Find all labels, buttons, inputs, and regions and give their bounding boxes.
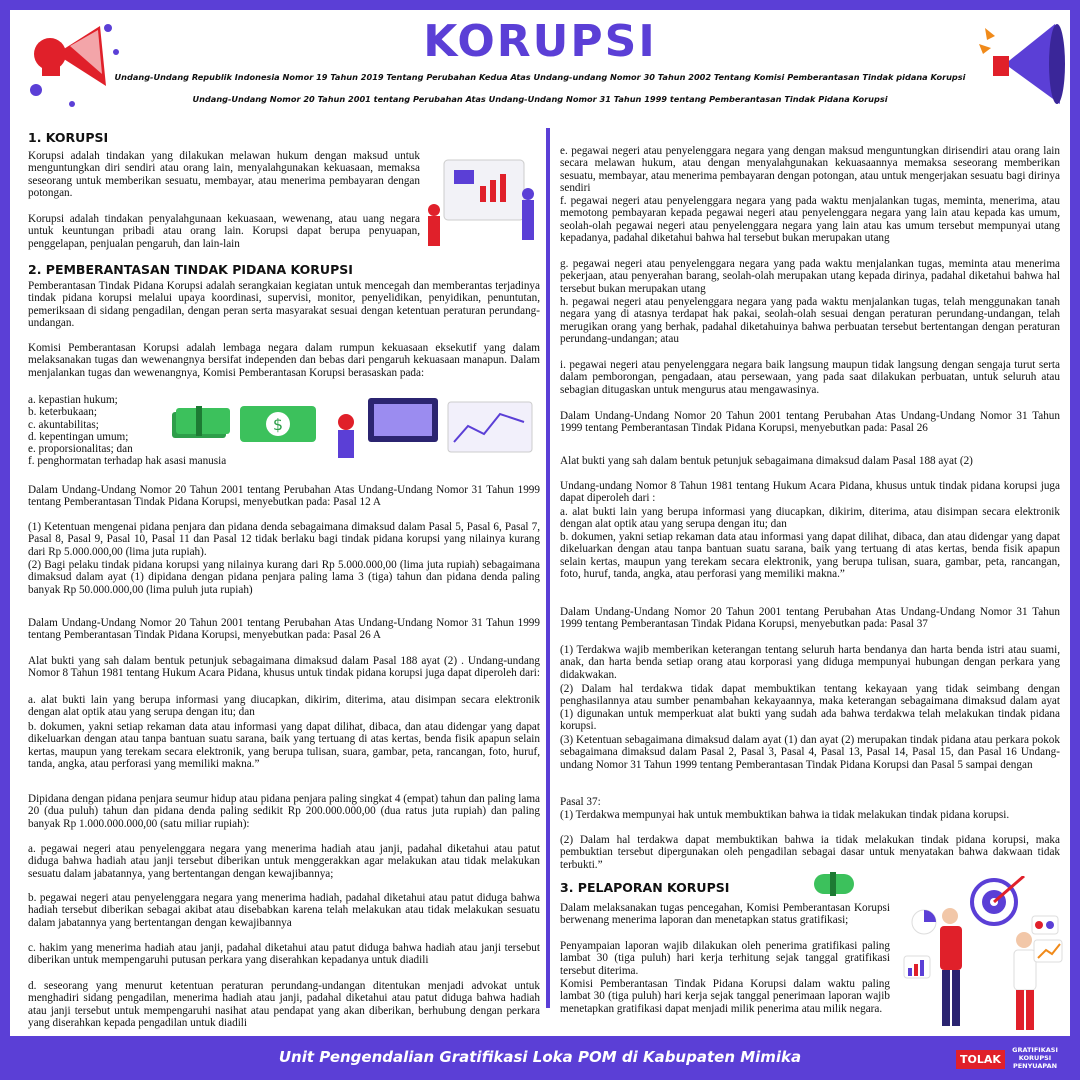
paragraph: Dalam Undang-Undang Nomor 20 Tahun 2001 tentang Perubahan Atas Undang-Undang Nomor 31 Tahun 1999 tentang Pemberantasan Tindak Pidana Korupsi, menyebutkan pada: Pasal 12 A	[28, 484, 540, 509]
list-item: b. keterbukaan;	[28, 406, 97, 419]
header	[10, 10, 1070, 120]
paragraph: a. alat bukti lain yang berupa informasi yang diucapkan, dikirim, diterima, atau disimpan secara elektronik dengan alat optik atau yang serupa dengan itu; dan	[560, 506, 1060, 531]
paragraph: (2) Bagi pelaku tindak pidana korupsi yang nilainya kurang dari Rp 5.000.000,00 (lima juta rupiah) sebagaimana dimaksud dalam ayat (1) dipidana dengan pidana penjara paling lama 3 (tiga) tahun dan pidana denda paling banyak Rp 50.000.000,00 (lima puluh juta rupiah)	[28, 559, 540, 596]
paragraph: Korupsi adalah tindakan yang dilakukan melawan hukum dengan maksud untuk menguntungkan diri sendiri atau orang lain, menyalahgunakan kekuasaan, memaksa seseorang untuk memberikan sesuatu, membayar, atau menerima pembayaran dengan potongan.	[28, 150, 420, 199]
list-item: c. akuntabilitas;	[28, 418, 99, 431]
paragraph: (2) Dalam hal terdakwa dapat membuktikan bahwa ia tidak melakukan tindak pidana korupsi, maka pembuktian tersebut dipergunakan oleh pengadilan sebagai dasar untuk menyatakan bahwa dakwaan tidak terbukti.”	[560, 834, 1060, 871]
paragraph: a. pegawai negeri atau penyelenggara negara yang menerima hadiah atau janji, padahal diketahui atau patut diduga bahwa hadiah atau janji tersebut diberikan untuk menggerakkan agar melakukan atau tidak melakukan sesuatu dalam jabatannya, yang bertentangan dengan kewajibannya;	[28, 843, 540, 880]
computer-illustration	[328, 392, 540, 462]
paragraph: f. pegawai negeri atau penyelenggara negara yang pada waktu menjalankan tugas, meminta, menerima, atau memotong pembayaran kepada pegawai negeri atau penyelenggara negara yang lain atau kepada kas umum, seolah-olah pegawai negeri atau penyelenggara negara yang lain atau kas umum tersebut mempunyai utang kepadanya, padahal diketahui bahwa hal tersebut bukan merupakan utang	[560, 195, 1060, 244]
paragraph: (1) Terdakwa mempunyai hak untuk membuktikan bahwa ia tidak melakukan tindak pidana korupsi.	[560, 809, 1010, 821]
paragraph: i. pegawai negeri atau penyelenggara negara baik langsung maupun tidak langsung dengan sengaja turut serta dalam pemborongan, pengadaan, atau persewaan, yang pada saat dilakukan perbuatan, untuk seluruh atau sebagian ditugaskan untuk mengurus atau mengawasinya.	[560, 359, 1060, 396]
paragraph: Pemberantasan Tindak Pidana Korupsi adalah serangkaian kegiatan untuk mencegah dan memberantas terjadinya tindak pidana korupsi melalui upaya koordinasi, supervisi, monitor, penyelidikan, penyidikan, penuntutan, pemeriksaan di sidang pengadilan, dengan peran serta masyarakat sesuai dengan ketentuan peraturan perundang-undangan.	[28, 280, 540, 329]
page-title: KORUPSI	[423, 16, 657, 67]
list-item: f. penghormatan terhadap hak asasi manusia	[28, 455, 227, 468]
subtitle-law-2: Undang-Undang Nomor 20 Tahun 2001 tentang Perubahan Atas Undang-Undang Nomor 31 Tahun 1999 tentang Pemberantasan Tindak Pidana Korupsi	[192, 94, 888, 104]
paragraph: c. hakim yang menerima hadiah atau janji, padahal diketahui atau patut diduga bahwa hadiah atau janji tersebut diberikan untuk mempengaruhi putusan perkara yang diserahkan kepadanya untuk diadili	[28, 942, 540, 967]
paragraph: e. pegawai negeri atau penyelenggara negara yang dengan maksud menguntungkan dirisendiri atau orang lain secara melawan hukum, atau dengan menyalahgunakan kekuasaannya memaksa seseorang memberikan sesuatu, membayar, atau menerima pembayaran dengan potongan, atau untuk mengerjakan sesuatu bagi dirinya sendiri	[560, 145, 1060, 194]
column-divider	[546, 128, 550, 1008]
footer	[0, 1036, 1080, 1080]
paragraph: Pasal 37:	[560, 796, 601, 808]
svg-text:$: $	[272, 415, 284, 434]
section-title-pemberantasan: 2. PEMBERANTASAN TINDAK PIDANA KORUPSI	[28, 262, 353, 277]
section-title-pelaporan: 3. PELAPORAN KORUPSI	[560, 880, 730, 895]
money-roll-icon	[810, 868, 858, 898]
paragraph: b. dokumen, yakni setiap rekaman data atau informasi yang dapat dilihat, dibaca, dan atau didengar yang dapat dikeluarkan dengan atau tanpa bantuan suatu sarana, baik yang tertuang di atas kertas, benda fisik apapun selain kertas, maupun yang terekam secara elektronik, yang berupa tulisan, suara, gambar, peta, rancangan, foto, huruf, tanda, angka, atau perforasi yang memiliki makna.”	[28, 721, 540, 770]
paragraph: (1) Terdakwa wajib memberikan keterangan tentang seluruh harta bendanya dan harta benda istri atau suami, anak, dan harta benda setiap orang atau korporasi yang diduga mempunyai hubungan dengan perkara yang didakwakan.	[560, 644, 1060, 681]
paragraph: Alat bukti yang sah dalam bentuk petunjuk sebagaimana dimaksud dalam Pasal 188 ayat (2) . Undang-undang Nomor 8 Tahun 1981 tentang Hukum Acara Pidana, khusus untuk tindak pidana korupsi juga dapat diperoleh dari:	[28, 655, 540, 680]
paragraph: Dalam Undang-Undang Nomor 20 Tahun 2001 tentang Perubahan Atas Undang-Undang Nomor 31 Tahun 1999 tentang Pemberantasan Tindak Pidana Korupsi, menyebutkan pada: Pasal 37	[560, 606, 1060, 631]
reporting-illustration	[894, 876, 1064, 1042]
paragraph: Komisi Pemberantasan Korupsi adalah lembaga negara dalam rumpun kekuasaan eksekutif yang dalam melaksanakan tugas dan wewenangnya bersifat independen dan bebas dari pengaruh kekuasaan manapun. Dalam menjalankan tugas dan wewenangnya, Komisi Pemberantasan Korupsi berasaskan pada:	[28, 342, 540, 379]
paragraph: (3) Ketentuan sebagaimana dimaksud dalam ayat (1) dan ayat (2) merupakan tindak pidana atau perkara pokok sebagaimana dimaksud dalam Pasal 2, Pasal 3, Pasal 4, Pasal 13, Pasal 14, Pasal 15, dan Pasal 16 Undang-undang Nomor 31 Tahun 1999 tentang Pemberantasan Tindak Pidana Korupsi dan Pasal 5 sampai dengan	[560, 734, 1060, 771]
paragraph: (2) Dalam hal terdakwa tidak dapat membuktikan tentang kekayaan yang tidak seimbang dengan penghasilannya atau sumber penambahan kekayaannya, maka keterangan sebagaimana dimaksud dalam ayat (1) digunakan untuk memperkuat alat bukti yang sudah ada bahwa terdakwa telah melakukan tindak pidana korupsi.	[560, 683, 1060, 732]
list-item: d. kepentingan umum;	[28, 430, 129, 443]
paragraph: Korupsi adalah tindakan penyalahgunaan kekuasaan, wewenang, atau uang negara untuk keuntungan pribadi atau orang lain. Korupsi dapat berupa penyuapan, penggelapan, penjualan pengaruh, dan lain-lain	[28, 213, 420, 250]
money-stack-icon	[168, 404, 232, 444]
paragraph: Dalam Undang-Undang Nomor 20 Tahun 2001 tentang Perubahan Atas Undang-Undang Nomor 31 Tahun 1999 tentang Pemberantasan Tindak Pidana Korupsi, menyebutkan pada: Pasal 26	[560, 410, 1060, 435]
paragraph: g. pegawai negeri atau penyelenggara negara yang pada waktu menjalankan tugas, meminta atau menerima pekerjaan, atau penyerahan barang, seolah-olah merupakan utang kepada dirinya, padahal diketahui bahwa hal tersebut bukan merupakan utang	[560, 258, 1060, 295]
footer-unit-name: Unit Pengendalian Gratifikasi Loka POM di Kabupaten Mimika	[278, 1048, 802, 1066]
paragraph: (1) Ketentuan mengenai pidana penjara dan pidana denda sebagaimana dimaksud dalam Pasal 5, Pasal 6, Pasal 7, Pasal 8, Pasal 9, Pasal 10, Pasal 11 dan Pasal 12 tidak berlaku bagi tindak pidana korupsi yang nilainya kurang dari Rp 5.000.000,00 (lima juta rupiah).	[28, 521, 540, 558]
tolak-badge: TOLAK	[956, 1050, 1005, 1069]
paragraph: Alat bukti yang sah dalam bentuk petunjuk sebagaimana dimaksud dalam Pasal 188 ayat (2)	[560, 455, 973, 467]
badge-text-korupsi: KORUPSI	[1018, 1054, 1052, 1062]
paragraph: b. dokumen, yakni setiap rekaman data atau informasi yang dapat dilihat, dibaca, dan atau didengar yang dapat dikeluarkan dengan atau tanpa bantuan suatu sarana, baik yang tertuang di atas kertas, benda fisik apapun selain kertas, maupun yang terekam secara elektronik, yang berupa tulisan, suara, gambar, peta, rancangan, foto, huruf, tanda, angka, atau perforasi yang memiliki makna.”	[560, 531, 1060, 580]
paragraph: Dalam Undang-Undang Nomor 20 Tahun 2001 tentang Perubahan Atas Undang-Undang Nomor 31 Tahun 1999 tentang Pemberantasan Tindak Pidana Korupsi, menyebutkan pada: Pasal 26 A	[28, 617, 540, 642]
megaphone-icon	[975, 14, 1070, 114]
presentation-illustration	[424, 150, 538, 268]
paragraph: h. pegawai negeri atau penyelenggara negara yang pada waktu menjalankan tugas, telah menggunakan tanah negara yang di atasnya terdapat hak pakai, seolah-olah sesuai dengan peraturan perundang-undangan, telah merugikan orang yang berhak, padahal diketahuinya bahwa perbuatan tersebut bertentangan dengan peraturan perundang-undangan; atau	[560, 296, 1060, 345]
paragraph: b. pegawai negeri atau penyelenggara negara yang menerima hadiah, padahal diketahui atau patut diduga bahwa hadiah tersebut diberikan sebagai akibat atau disebabkan karena telah melakukan atau tidak melakukan sesuatu dalam jabatannya yang bertentangan dengan kewajibannya	[28, 892, 540, 929]
paragraph: Komisi Pemberantasan Tindak Pidana Korupsi dalam waktu paling lambat 30 (tiga puluh) hari kerja sejak tanggal penerimaan laporan wajib menetapkan gratifikasi dapat menjadi milik penerima atau milik negara.	[560, 978, 890, 1015]
list-item: e. proporsionalitas; dan	[28, 443, 133, 456]
paragraph: Dipidana dengan pidana penjara seumur hidup atau pidana penjara paling singkat 4 (empat) tahun dan paling lama 20 (dua puluh) tahun dan pidana denda paling sedikit Rp 200.000.000,00 (dua ratus juta rupiah) dan paling banyak Rp 1.000.000.000,00 (satu miliar rupiah):	[28, 793, 540, 830]
banknote-icon	[238, 402, 318, 446]
paragraph: d. seseorang yang menurut ketentuan peraturan perundang-undangan ditentukan menjadi advokat untuk menghadiri sidang pengadilan, menerima hadiah atau janji, padahal diketahui atau patut diduga bahwa hadiah atau janji tersebut untuk mempengaruhi nasihat atau pendapat yang akan diberikan, berhubung dengan perkara yang diserahkan kepada pengadilan untuk diadili	[28, 980, 540, 1029]
subtitle-law-1: Undang-Undang Republik Indonesia Nomor 19 Tahun 2019 Tentang Perubahan Kedua Atas Undang-undang Nomor 30 Tahun 2002 Tentang Komisi Pemberantasan Tindak pidana Korupsi	[114, 72, 966, 82]
paragraph: Undang-undang Nomor 8 Tahun 1981 tentang Hukum Acara Pidana, khusus untuk tindak pidana korupsi juga dapat diperoleh dari :	[560, 480, 1060, 505]
paragraph: Dalam melaksanakan tugas pencegahan, Komisi Pemberantasan Korupsi berwenang menerima laporan dan menetapkan status gratifikasi;	[560, 902, 890, 927]
badge-text-gratifikasi: GRATIFIKASI	[1012, 1046, 1058, 1054]
paragraph: Penyampaian laporan wajib dilakukan oleh penerima gratifikasi paling lambat 30 (tiga puluh) hari kerja terhitung sejak tanggal gratifikasi tersebut diterima.	[560, 940, 890, 977]
paragraph: a. alat bukti lain yang berupa informasi yang diucapkan, dikirim, diterima, atau disimpan secara elektronik dengan alat optik atau yang serupa dengan itu; dan	[28, 694, 540, 719]
list-item: a. kepastian hukum;	[28, 394, 118, 406]
section-title-korupsi: 1. KORUPSI	[28, 130, 109, 145]
badge-text-penyuapan: PENYUAPAN	[1012, 1062, 1058, 1070]
